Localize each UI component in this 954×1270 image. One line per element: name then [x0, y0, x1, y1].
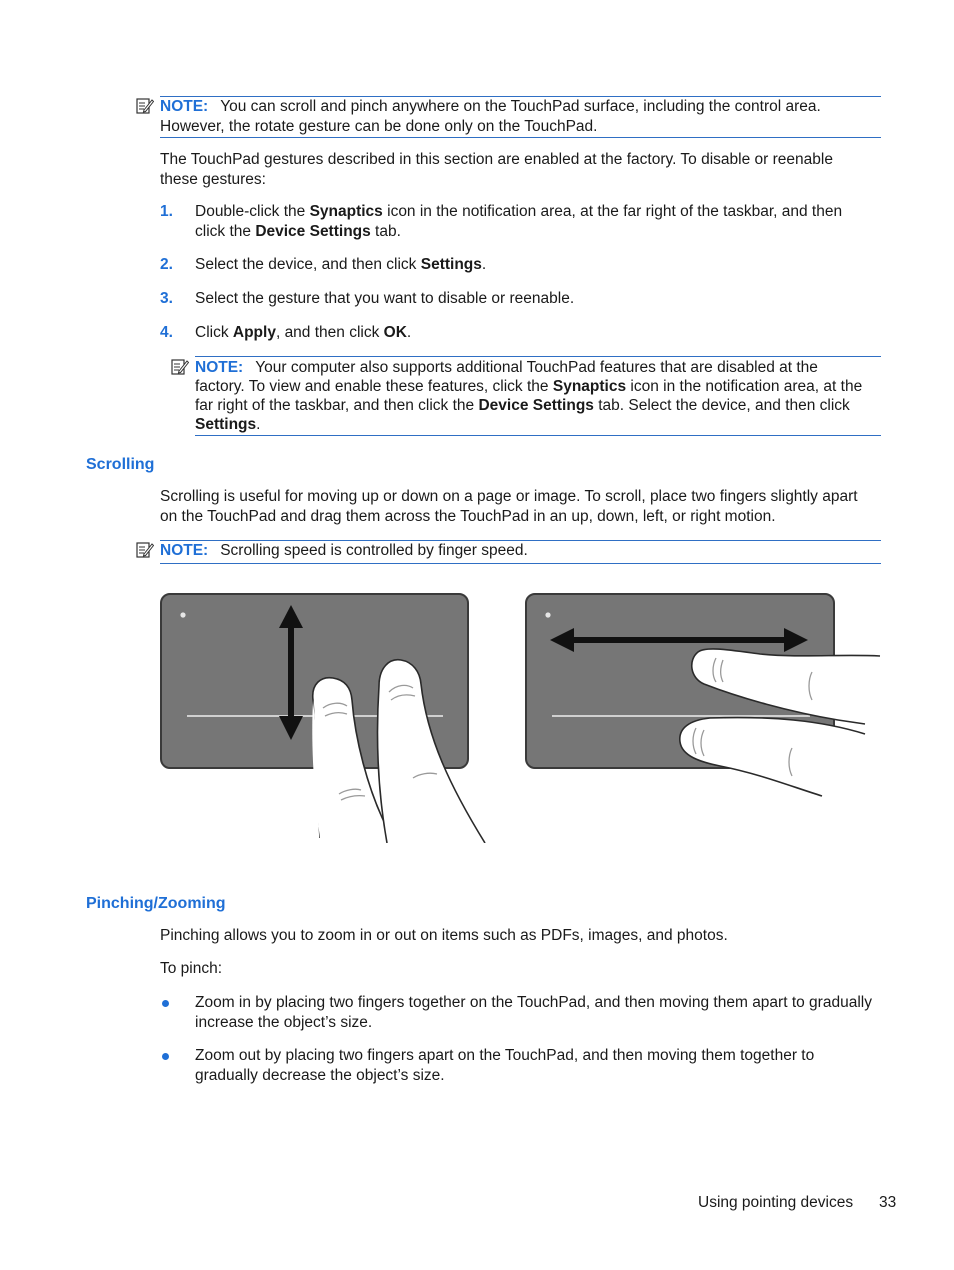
bullet-dot: [162, 1053, 169, 1060]
step-number: 1.: [160, 203, 173, 220]
bullet-item: [195, 993, 895, 1032]
text-run: tab.: [370, 222, 401, 240]
note-text: Your computer also supports additional TouchPad features that are disabled at the: [255, 359, 818, 376]
note-text: You can scroll and pinch anywhere on the TouchPad surface, including the control area.: [220, 98, 821, 115]
bullet-line: Zoom out by placing two fingers apart on the TouchPad, and then moving them together to: [195, 1047, 815, 1064]
ui-term: Settings: [195, 416, 257, 433]
bullet-line: gradually decrease the object’s size.: [195, 1066, 445, 1084]
ui-term: Synaptics: [552, 378, 627, 395]
note-box: [160, 540, 881, 564]
text-run: .: [256, 416, 261, 433]
text-run: icon in the notification area, at the: [626, 378, 863, 395]
step-text: [195, 323, 885, 343]
ui-term: OK: [383, 324, 407, 341]
text-run: factory. To view and enable these features, click the: [195, 378, 553, 395]
vertical-scroll-illustration: [155, 588, 495, 843]
section-heading-pinching: Pinching/Zooming: [86, 895, 226, 912]
to-pinch-label: To pinch:: [160, 960, 223, 977]
note-line: However, the rotate gesture can be done only on the TouchPad.: [160, 118, 598, 135]
note-label: NOTE:: [160, 98, 209, 115]
ui-term: Synaptics: [309, 203, 383, 220]
section-heading-scrolling: Scrolling: [86, 456, 155, 473]
text-run: Select the gesture that you want to disable or reenable.: [195, 290, 575, 307]
scrolling-paragraph: [160, 487, 885, 526]
bullet-dot: [162, 1000, 169, 1007]
note-line: [195, 396, 895, 416]
step-number: 4.: [160, 324, 173, 341]
paragraph-line: Scrolling is useful for moving up or down on a page or image. To scroll, place two fingers slightly apart: [160, 488, 858, 505]
text-run: far right of the taskbar, and then click the: [195, 397, 479, 414]
step-text: [195, 289, 885, 309]
paragraph-line: these gestures:: [160, 170, 266, 188]
step-text: [195, 202, 885, 241]
note-box: [195, 356, 881, 436]
horizontal-scroll-illustration: [520, 588, 885, 803]
note-line: [195, 358, 881, 378]
text-run: Click: [195, 324, 233, 341]
touchpad-indicator-light: [180, 612, 185, 617]
ui-term: Device Settings: [478, 397, 594, 414]
pinching-paragraph: Pinching allows you to zoom in or out on items such as PDFs, images, and photos.: [160, 927, 728, 944]
text-run: Double-click the: [195, 203, 310, 220]
note-icon: [136, 97, 154, 115]
text-run: , and then click: [275, 324, 384, 341]
step-number: 2.: [160, 256, 173, 273]
footer-section-title: Using pointing devices: [698, 1194, 854, 1211]
ui-term: Device Settings: [255, 222, 371, 240]
ui-term: Settings: [420, 256, 482, 273]
text-run: click the: [195, 222, 256, 240]
note-text: Scrolling speed is controlled by finger speed.: [220, 542, 528, 559]
touchpad-indicator-light: [545, 612, 550, 617]
note-line: [195, 377, 895, 397]
note-icon: [136, 541, 154, 559]
paragraph-line: on the TouchPad and drag them across the TouchPad in an up, down, left, or right motion.: [160, 507, 776, 525]
note-line: [160, 541, 881, 561]
step-text: [195, 255, 885, 275]
paragraph-line: The TouchPad gestures described in this section are enabled at the factory. To disable or reenable: [160, 151, 833, 168]
bullet-item: [195, 1046, 895, 1085]
bullet-line: Zoom in by placing two fingers together on the TouchPad, and then moving them apart to gradually: [195, 994, 872, 1011]
note-line: [195, 415, 881, 435]
text-run: tab. Select the device, and then click: [593, 397, 850, 414]
text-run: icon in the notification area, at the far right of the taskbar, and then: [382, 203, 843, 220]
text-run: Select the device, and then click: [195, 256, 421, 273]
note-line: [160, 97, 881, 117]
two-finger-hand: [680, 649, 880, 796]
note-label: NOTE:: [160, 542, 209, 559]
text-run: .: [406, 324, 412, 341]
page-number: 33: [879, 1194, 897, 1211]
step-number: 3.: [160, 290, 173, 307]
note-box: [160, 96, 881, 138]
note-icon: [171, 358, 189, 376]
ui-term: Apply: [232, 324, 276, 341]
text-run: .: [481, 256, 487, 273]
note-label: NOTE:: [195, 359, 244, 376]
intro-paragraph: [160, 150, 885, 189]
bullet-line: increase the object’s size.: [195, 1013, 373, 1031]
